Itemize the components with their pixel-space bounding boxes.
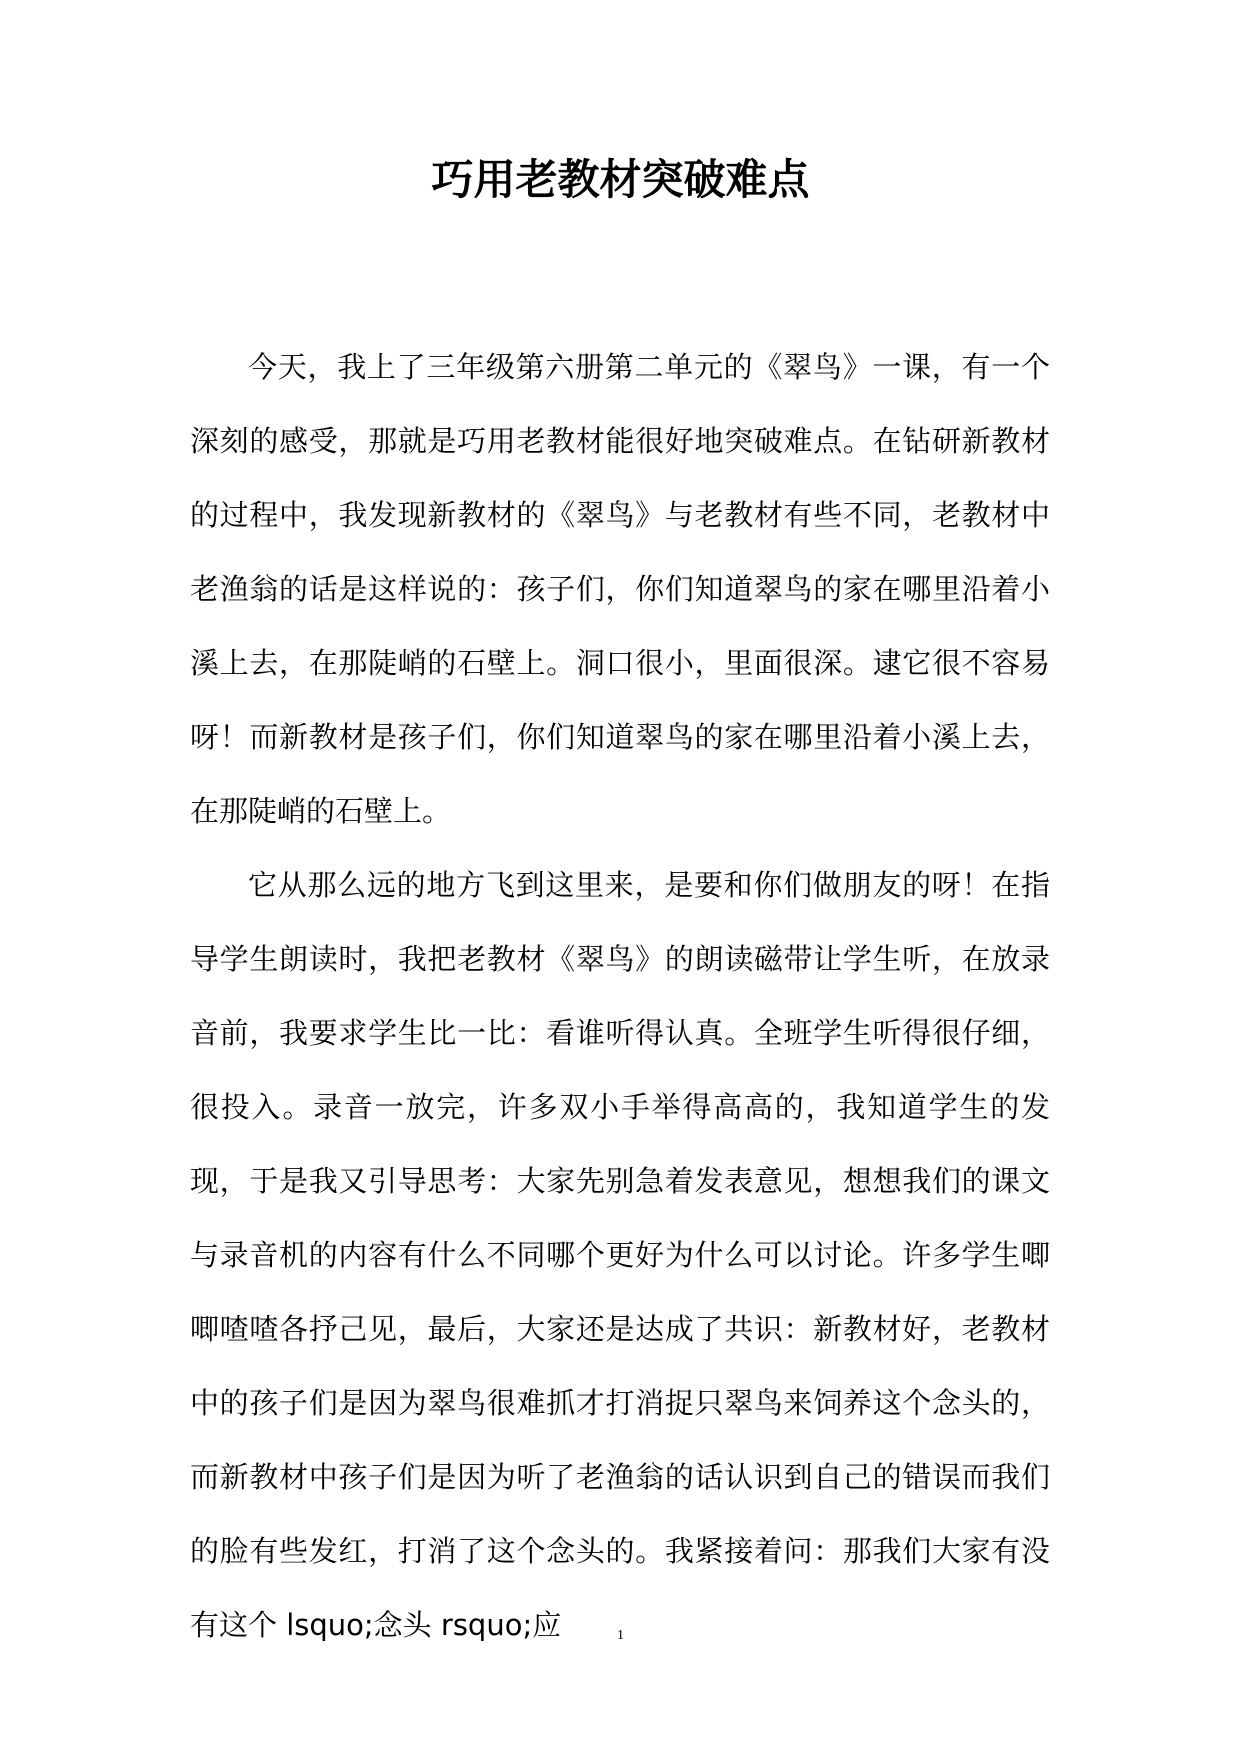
- document-title: 巧用老教材突破难点: [431, 155, 810, 204]
- paragraph-2: 它从那么远的地方飞到这里来，是要和你们做朋友的呀！在指导学生朗读时，我把老教材《翠鸟》的朗读磁带让学生听，在放录音前，我要求学生比一比：看谁听得认真。全班学生听得很仔细，很投入。录音一放完，许多双小手举得高高的，我知道学生的发现，于是我又引导思考：大家先别急着发表意见，想想我们的课文与录音机的内容有什么不同哪个更好为什么可以讨论。许多学生唧唧喳喳各抒己见，最后，大家还是达成了共识：新教材好，老教材中的孩子们是因为翠鸟很难抓才打消捉只翠鸟来饲养这个念头的，而新教材中孩子们是因为听了老渔翁的话认识到自己的错误而我们的脸有些发红，打消了这个念头的。我紧接着问：那我们大家有没有这个 lsquo;念头 rsquo;应: [190, 868, 1050, 1642]
- page-number: 1: [617, 1628, 624, 1643]
- paragraph-1: 今天，我上了三年级第六册第二单元的《翠鸟》一课，有一个深刻的感受，那就是巧用老教材能很好地突破难点。在钻研新教材的过程中，我发现新教材的《翠鸟》与老教材有些不同，老教材中老渔翁的话是这样说的：孩子们，你们知道翠鸟的家在哪里沿着小溪上去，在那陡峭的石壁上。洞口很小，里面很深。逮它很不容易呀！而新教材是孩子们，你们知道翠鸟的家在哪里沿着小溪上去，在那陡峭的石壁上。: [190, 350, 1050, 828]
- document-body: [190, 330, 1050, 1662]
